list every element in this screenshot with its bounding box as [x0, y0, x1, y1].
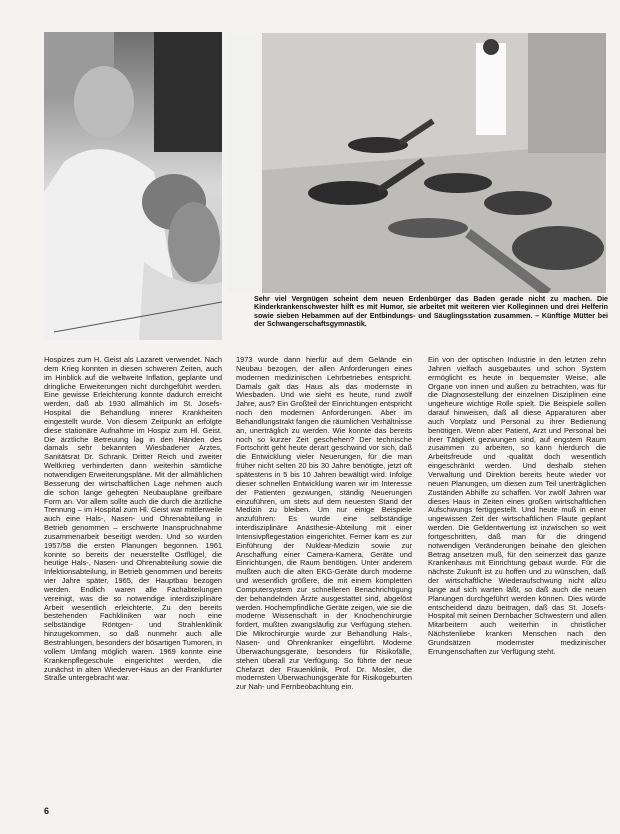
column-text: Ein von der optischen Industrie in den letzten zehn Jahren vielfach ausgebautes und schon System ermöglicht es heute in bequemster Weise, alle Organe von innen und außen zu betrachten, was für die Diagnosestellung der einzelnen Disziplinen eine ungeheure wichtige Rolle spielt. Die Beispiele sollen darauf hinweisen, daß all diese Apparaturen aber auch Vorplatz und Personal zu ihrer Bedienung benötigen. Wenn aber Patient, Arzt und Personal bei ihrer Tätigkeit gezwungen sind, auf engstem Raum zusammen zu arbeiten, so kann hierdurch die Arbeitsfreude und -qualität doch wesentlich eingeschränkt werden. Und deshalb stehen Verwaltung und Direktion bereits heute wieder vor neuen Planungen, um diesen zum Teil unerträglichen Zuständen Abhilfe zu schaffen. Vor zwölf Jahren war dieses Haus in Zeiten eines großen wirtschaftlichen Aufschwungs fertiggestellt. Und heute muß in einer ungewissen Zeit der wirtschaftlichen Flaute geplant werden. Die Geldentwertung ist inzwischen so weit fortgeschritten, daß man für die dringend notwendigen Veränderungen beinahe den gleichen Betrag ansetzen muß, für den seinerzeit das ganze Krankenhaus mit Einrichtung gebaut wurde. Für die nächste Zukunft ist zu hoffen und zu wünschen, daß der wirtschaftliche Wiederaufschwung nicht allzu lange auf sich warten läßt, so daß auch die neuen Planungen durchgeführt werden können. Dies würde entscheidend dazu beitragen, daß das St. Josefs-Hospital mit seinen Dernbacher Schwestern und allen Mitarbeitern auch weiterhin in christlicher Nächstenliebe kranken Menschen nach den Grundsätzen modernster medizinischer Errungenschaften zur Verfügung steht.: [428, 355, 606, 656]
text-column-3: [428, 356, 606, 657]
page-number: 6: [44, 806, 50, 816]
photo-pregnancy-gymnastics: [228, 33, 606, 293]
column-text: Hospizes zum H. Geist als Lazarett verwendet. Nach dem Krieg konnten in diesen schweren Zeiten, auch im Hinblick auf die weltweite Inflation, geplante und dringliche Erweiterungen nicht durchgeführt werden. Eine gewisse Erleichterung konnte dadurch erreicht werden, daß ab 1930 allmählich im St. Josefs-Hospital die Behandlung innerer Krankheiten eingestellt wurde. Von diesem Zeitpunkt an erfolgte diese stationäre Aufnahme im Hospiz zum Hl. Geist. Die ärztliche Betreuung lag in den Händen des damals sehr bekannten Wiesbadener Arztes, Sanitätsrat Dr. Schrank. Dritter Reich und zweiter Weltkrieg verhinderten dann weiterhin sämtliche notwendigen Erweiterungspläne. Mit der allmählichen Besserung der wirtschaftlichen Lage nehmen auch die schon lange gehegten Neubaupläne greifbare Form an. Vor allem sollte auch die durch die ärztliche Trennung – im Hospital zum Hl. Geist war mittlerweile auch eine Hals-, Nasen- und Ohrenabteilung in Betrieb genommen – erschwerte Inanspruchnahme zusammenarbeit beseitigt werden. Und so wurden 1957/58 die ersten Planungen begonnen. 1961 konnte so bereits der neuerstellte Ostflügel, die heutige Hals-, Nasen- und Ohrenabteilung sowie die Infektionsabteilung, in Betrieb genommen und bereits vier Jahre später, 1965, der Hauptbau bezogen werden. Endlich waren alle Fachabteilungen vereinigt, was die so notwendige interdisziplinäre Arbeit wesentlich erleichterte. Zu den bereits bestehenden Fachkliniken war noch eine selbständige Röntgen- und Strahlenklinik hinzugekommen, so daß nunmehr auch alle Bestrahlungen, besonders der bösartigen Tumoren, in vollem Umfang möglich waren. 1969 konnte eine Krankenpflegeschule eingerichtet werden, die zunächst in alten Wiederver-Haus an der Frankfurter Straße untergebracht war.: [44, 355, 222, 683]
text-column-2: [236, 356, 412, 692]
column-text: 1973 wurde dann hierfür auf dem Gelände ein Neubau bezogen, der allen Anforderungen eines modernen medizinischen Lehrbetriebes entspricht. Damals galt das Haus als das modernste in Wiesbaden. Und wie sieht es heute, rund zwölf Jahre, aus? Ein Großteil der Einrichtungen entspricht noch den modernen Anforderungen. Aber im Behandlungstrakt fangen die räumlichen Verhältnisse an, unerträglich zu werden. Wie konnte das bereits noch so kurzer Zeit geschehen? Der technische Fortschritt geht heute derart geschwind vor sich, daß die Entwicklung vieler Neuerungen, für die man früher nicht selten 20 bis 30 Jahre benötigte, jetzt oft spätestens in 5 bis 10 Jahren bewältigt wird. Infolge dieser schnellen Entwicklung waren wir im Interesse der Patienten gezwungen, ständig Neuerungen einzuführen, um stets auf dem neuesten Stand der Medizin zu bleiben. Um nur einige Beispiele anzuführen: Es wurde eine selbständige interdisziplinäre Anästhesie-Abteilung mit einer Intensivpflegestation eingerichtet. Ferner kam es zur Einführung der Nuklear-Medizin sowie zur Anschaffung einer Camera-Kamera, Geräte und Einrichtungen, die Raum benötigen. Unter anderem mußten auch die alten EKG-Geräte durch moderne und wesentlich größere, die mit einem kompletten Computersystem zur schnelleren Benachrichtigung der behandelnden Ärzte ausgestattet sind, abgelöst werden. Hochempfindliche Geräte zeigen, wie sie die moderne Wissenschaft in der Knochenchirurgie fordert, mußten zwangsläufig zur Verfügung stehen. Die Mikrochirurgie wurde zur Behandlung Hals-, Nasen- und Ohrenkranker eingeführt. Moderne Überwachungsgeräte, besonders für Risikofälle, stehen überall zur Verfügung. So führte der neue Chefarzt der Frauenklinik, Prof. Dr. Mosler, die modernsten Überwachungsgeräte für Risikogeburten zur Nah- und Fernbeobachtung ein.: [236, 355, 412, 692]
text-column-1: [44, 356, 222, 683]
photo-caption: Sehr viel Vergnügen scheint dem neuen Erdenbürger das Baden gerade nicht zu machen. Die Kinderkrankenschwester hilft es mit Humor, sie arbeitet mit weiteren vier Kolleginnen und drei Helferin sowie sieben Hebammen auf der Entbindungs- und Säuglingsstation zusammen. – Künftige Mütter bei der Schwangerschaftsgymnastik.: [254, 295, 608, 329]
photo-nurse-bathing-baby: [44, 32, 222, 340]
